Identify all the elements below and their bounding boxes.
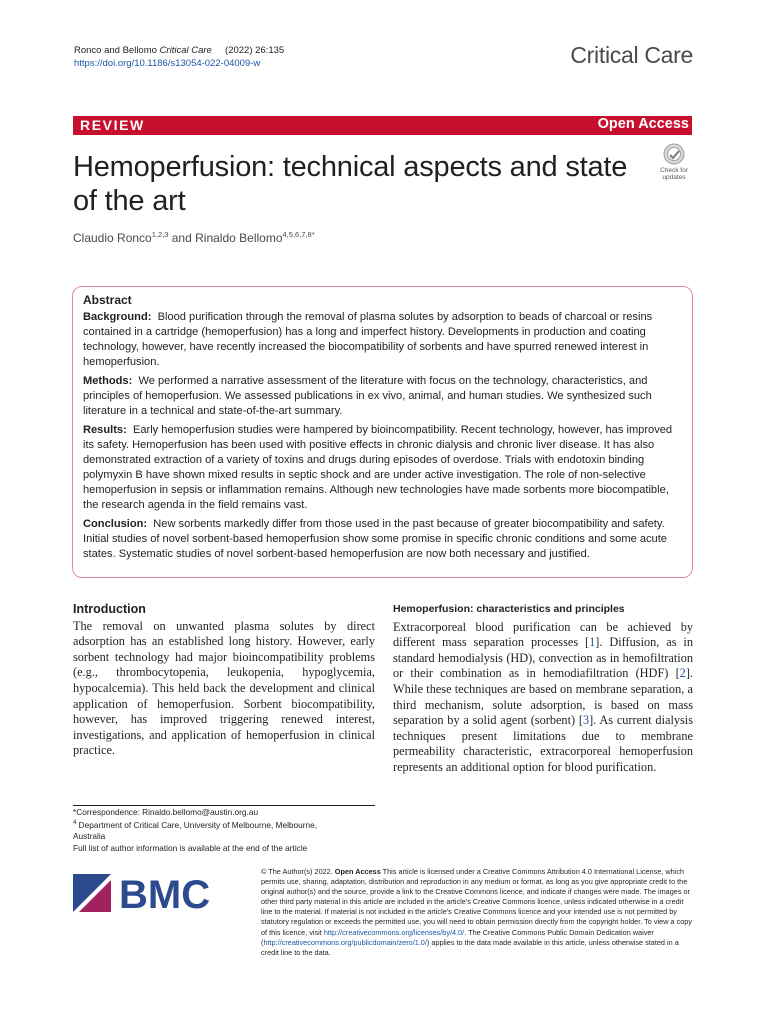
author-list — [73, 230, 315, 245]
author-conjunction: and — [171, 231, 192, 245]
abstract-heading: Abstract — [83, 293, 132, 307]
article-type-banner — [73, 116, 692, 135]
affiliation-line: Australia — [73, 831, 106, 842]
open-access-label: Open Access — [597, 116, 689, 132]
article-title: Hemoperfusion: technical aspects and state of the art — [73, 151, 628, 217]
section-text-part: ]. As current dialysis techniques present limitations due to membrane permeability characteristic, extracorporeal hemoperfusion represents an additional option for blood purification. — [393, 713, 693, 774]
copyright-notice: © The Author(s) 2022. — [261, 867, 333, 876]
abstract-conclusion — [83, 517, 682, 562]
license-link[interactable]: http://creativecommons.org/licenses/by/4.0/ — [323, 927, 465, 937]
affiliation-number: 4 — [73, 820, 77, 827]
footnote-divider — [73, 805, 375, 806]
open-access-inline: Open Access — [334, 867, 381, 876]
check-updates-line1: Check for — [660, 167, 688, 174]
methods-label: Methods: — [83, 375, 133, 387]
section-text-part: Extracorporeal blood purification can be achieved by different mass separation processes [ — [393, 619, 693, 650]
affiliation-line: Department of Critical Care, University of Melbourne, Melbourne, — [78, 820, 318, 831]
header-journal: Critical Care — [159, 45, 212, 56]
background-text: Blood purification through the removal of plasma solutes by adsorption to beads of charcoal or resins contained in a cartridge (hemoperfusion) has a long and imperfect history. Developments in production and coating technology, however, have recently increased the biocompatibility of sorbents and have spurred renewed interest in hemoperfusion. — [83, 311, 653, 368]
author-affiliations: 4,5,6,7,8* — [282, 230, 315, 239]
introduction-section — [73, 602, 375, 759]
author-affiliations: 1,2,3 — [151, 230, 169, 239]
section-text — [393, 620, 693, 776]
doi-link[interactable]: https://doi.org/10.1186/s13054-022-04009-w — [74, 58, 261, 69]
abstract-background — [83, 310, 682, 370]
bmc-logo-icon — [73, 870, 218, 915]
methods-text: We performed a narrative assessment of the literature with focus on the technology, characteristics, and principles of hemoperfusion. We assessed publications in ex vivo, animal, and human studies. We synthesized such literature in a technical and state-of-the-art summary. — [83, 375, 652, 417]
reference-link[interactable]: 1 — [589, 635, 596, 650]
reference-link[interactable]: 2 — [679, 666, 686, 681]
section-text-part: ]. While these techniques are based on membrane separation, a third mechanism, solute adsorption, is based on mass separation by a solid agent (sorbent) [ — [393, 666, 693, 728]
article-type-label: REVIEW — [80, 117, 145, 133]
header-year-volume: (2022) 26:135 — [225, 45, 285, 56]
footnotes — [73, 807, 375, 854]
public-domain-link[interactable]: http://creativecommons.org/publicdomain/zero/1.0/ — [263, 937, 427, 947]
license-text — [261, 867, 694, 958]
journal-logo: Critical Care — [570, 42, 693, 68]
author-name[interactable]: Rinaldo Bellomo — [195, 231, 283, 245]
conclusion-label: Conclusion: — [83, 518, 148, 530]
introduction-heading: Introduction — [73, 602, 146, 616]
author-info-note: Full list of author information is available at the end of the article — [73, 842, 308, 853]
check-updates-icon — [655, 142, 693, 182]
license-body: . The Creative Commons Public Domain Dedication waiver ( — [261, 927, 654, 947]
correspondence: *Correspondence: Rinaldo.bellomo@austin.org.au — [73, 807, 259, 817]
header-authors: Ronco and Bellomo — [74, 45, 157, 56]
conclusion-text: New sorbents markedly differ from those used in the past because of greater biocompatibility and safety. Initial studies of novel sorbent-based hemoperfusion show some promise in specific chronic conditions and some acute states. Systematic studies of novel sorbent-based hemoperfusion are now both necessary and justified. — [83, 518, 667, 560]
reference-link[interactable]: 3 — [582, 713, 590, 728]
background-label: Background: — [83, 311, 152, 323]
section-heading: Hemoperfusion: characteristics and principles — [393, 603, 625, 615]
citation-header — [74, 44, 284, 70]
abstract-methods — [83, 374, 682, 419]
affiliation — [73, 818, 375, 842]
check-for-updates-badge[interactable] — [655, 142, 693, 182]
author-name[interactable]: Claudio Ronco — [73, 231, 152, 245]
hemoperfusion-section — [393, 602, 693, 776]
check-updates-line2: updates — [662, 174, 686, 181]
section-text-part: ]. Diffusion, as in standard hemodialysis (HD), convection as in hemofiltration or their combination as in hemodiafiltration (HDF) [ — [393, 635, 693, 681]
license-body: ) applies to the data made available in this article, unless otherwise stated in a credit line to the data. — [261, 937, 679, 957]
bmc-logo — [73, 870, 218, 915]
results-label: Results: — [83, 424, 127, 436]
abstract-results — [83, 423, 682, 513]
license-body: This article is licensed under a Creative Commons Attribution 4.0 International License, which permits use, sharing, adaptation, distribution and reproduction in any medium or format, as long as you give appropriate credit to the original author(s) and the source, provide a link to the Creative Commons licence, and indicate if changes were made. The images or other third party material in this article are included in the article's Creative Commons licence, unless indicated otherwise in a credit line to the material. If material is not included in the article's Creative Commons licence and your intended use is not permitted by statutory regulation or exceeds the permitted use, you will need to obtain permission directly from the copyright holder. To view a copy of this licence, visit — [261, 867, 693, 937]
bmc-logo-text: BMC — [119, 873, 211, 915]
introduction-text: The removal on unwanted plasma solutes by direct adsorption has an established long history. However, early sorbent technology had major bioincompatibility problems (e.g., thrombocytopenia, leukopenia, hypoglycemia, hypocalcemia). This held back the development and clinical application of hemoperfusion. Sorbent biocompatibility, however, has improved triggering renewed interest, investigations, and application of hemoperfusion in clinical practice. — [73, 618, 375, 758]
results-text: Early hemoperfusion studies were hampered by bioincompatibility. Recent technology, however, has improved its safety. Hemoperfusion has been used with positive effects in chronic dialysis and chronic liver disease. It has also demonstrated extraction of a variety of toxins and drugs during episodes of overdose. Trials with endotoxin binding polymyxin B have shown mixed results in septic shock and are under active investigation. The role of non-selective hemoperfusion in sepsis or inflammation remains. Although new technologies have made sorbents more biocompatible, the research agenda in the field remains vast. — [83, 424, 673, 511]
abstract-box — [72, 286, 693, 578]
